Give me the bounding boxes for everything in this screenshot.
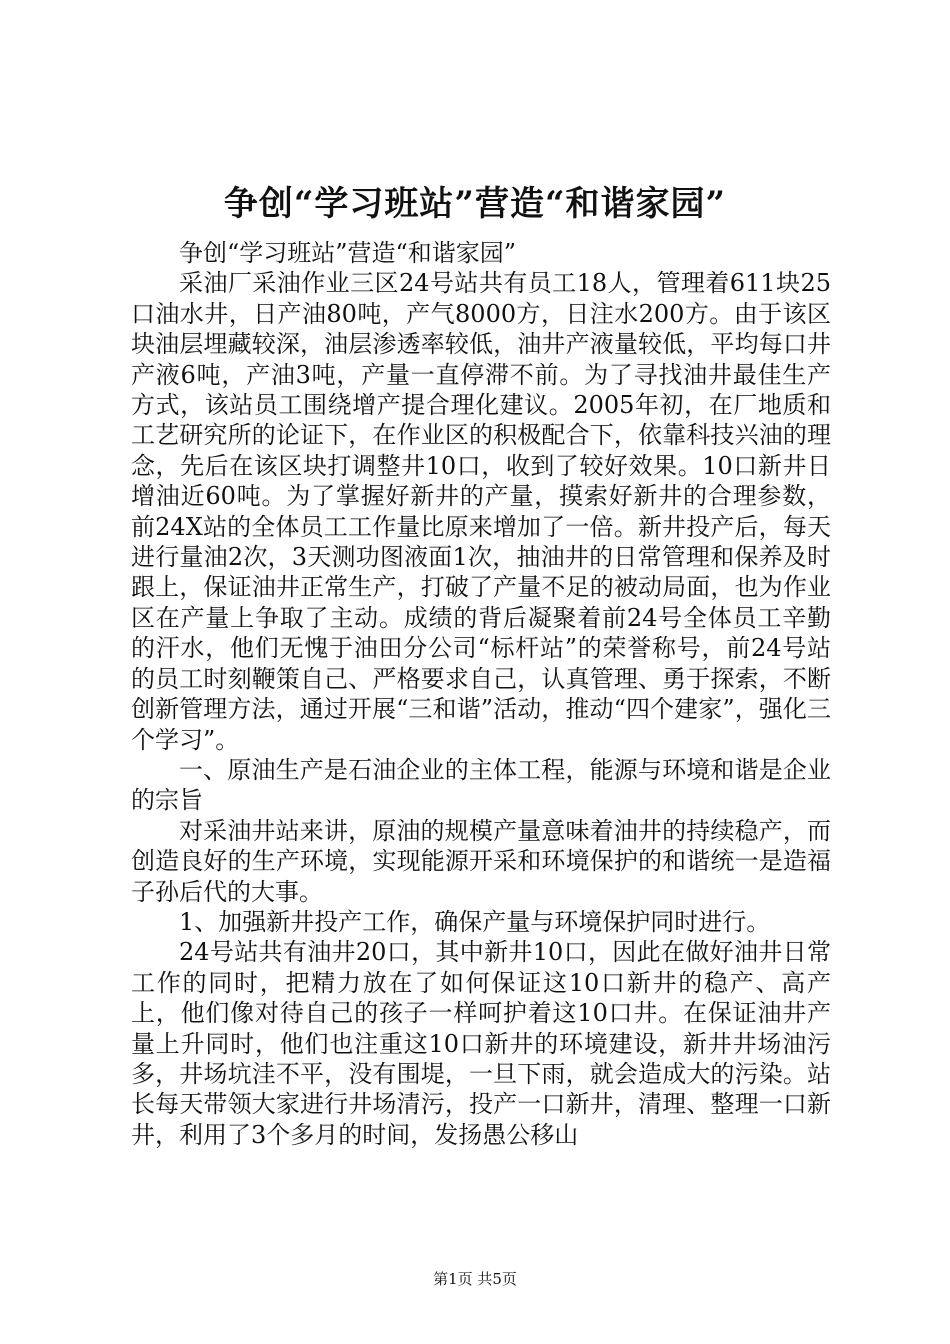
document-body bbox=[131, 238, 831, 1150]
paragraph-section-1: 对采油井站来讲，原油的规模产量意味着油井的持续稳产，而创造良好的生产环境，实现能源开采和环境保护的和谐统一是造福子孙后代的大事。 bbox=[131, 816, 831, 906]
paragraph-subsection-1: 24号站共有油井20口，其中新井10口，因此在做好油井日常工作的同时，把精力放在了如何保证这10口新井的稳产、高产上，他们像对待自己的孩子一样呵护着这10口井。在保证油井产量上升同时，他们也注重这10口新井的环境建设，新井井场油污多，井场坑洼不平，没有围堤，一旦下雨，就会造成大的污染。站长每天带领大家进行井场清污，投产一口新井，清理、整理一口新井，利用了3个多月的时间，发扬愚公移山 bbox=[131, 938, 831, 1149]
subsection-heading-1: 1、加强新井投产工作，确保产量与环境保护同时进行。 bbox=[179, 907, 771, 936]
paragraph-subtitle: 争创“学习班站”营造“和谐家园” bbox=[179, 239, 517, 267]
paragraph-intro: 采油厂采油作业三区24号站共有员工18人，管理着611块25口油水井，日产油80吨，产气8000方，日注水200方。由于该区块油层埋藏较深，油层渗透率较低，油井产液量较低，平均每口井产液6吨，产油3吨，产量一直停滞不前。为了寻找油井最佳生产方式，该站员工围绕增产提合理化建议。2005年初，在厂地质和工艺研究所的论证下，在作业区的积极配合下，依靠科技兴油的理念，先后在该区块打调整井10口，收到了较好效果。10口新井日增油近60吨。为了掌握好新井的产量，摸索好新井的合理参数，前24X站的全体员工工作量比原来增加了一倍。新井投产后，每天进行量油2次，3天测功图液面1次，抽油井的日常管理和保养及时跟上，保证油井正常生产，打破了产量不足的被动局面，也为作业区在产量上争取了主动。成绩的背后凝聚着前24号全体员工辛勤的汗水，他们无愧于油田分公司“标杆站”的荣誉称号，前24号站的员工时刻鞭策自己、严格要求自己，认真管理、勇于探索，不断创新管理方法，通过开展“三和谐”活动，推动“四个建家”，强化三个学习”。 bbox=[131, 269, 831, 754]
section-heading-1: 一、原油生产是石油企业的主体工程，能源与环境和谐是企业的宗旨 bbox=[131, 755, 831, 815]
document-title: 争创“学习班站”营造“和谐家园” bbox=[223, 184, 727, 224]
page-number-footer: 第1页 共5页 bbox=[433, 1270, 517, 1288]
